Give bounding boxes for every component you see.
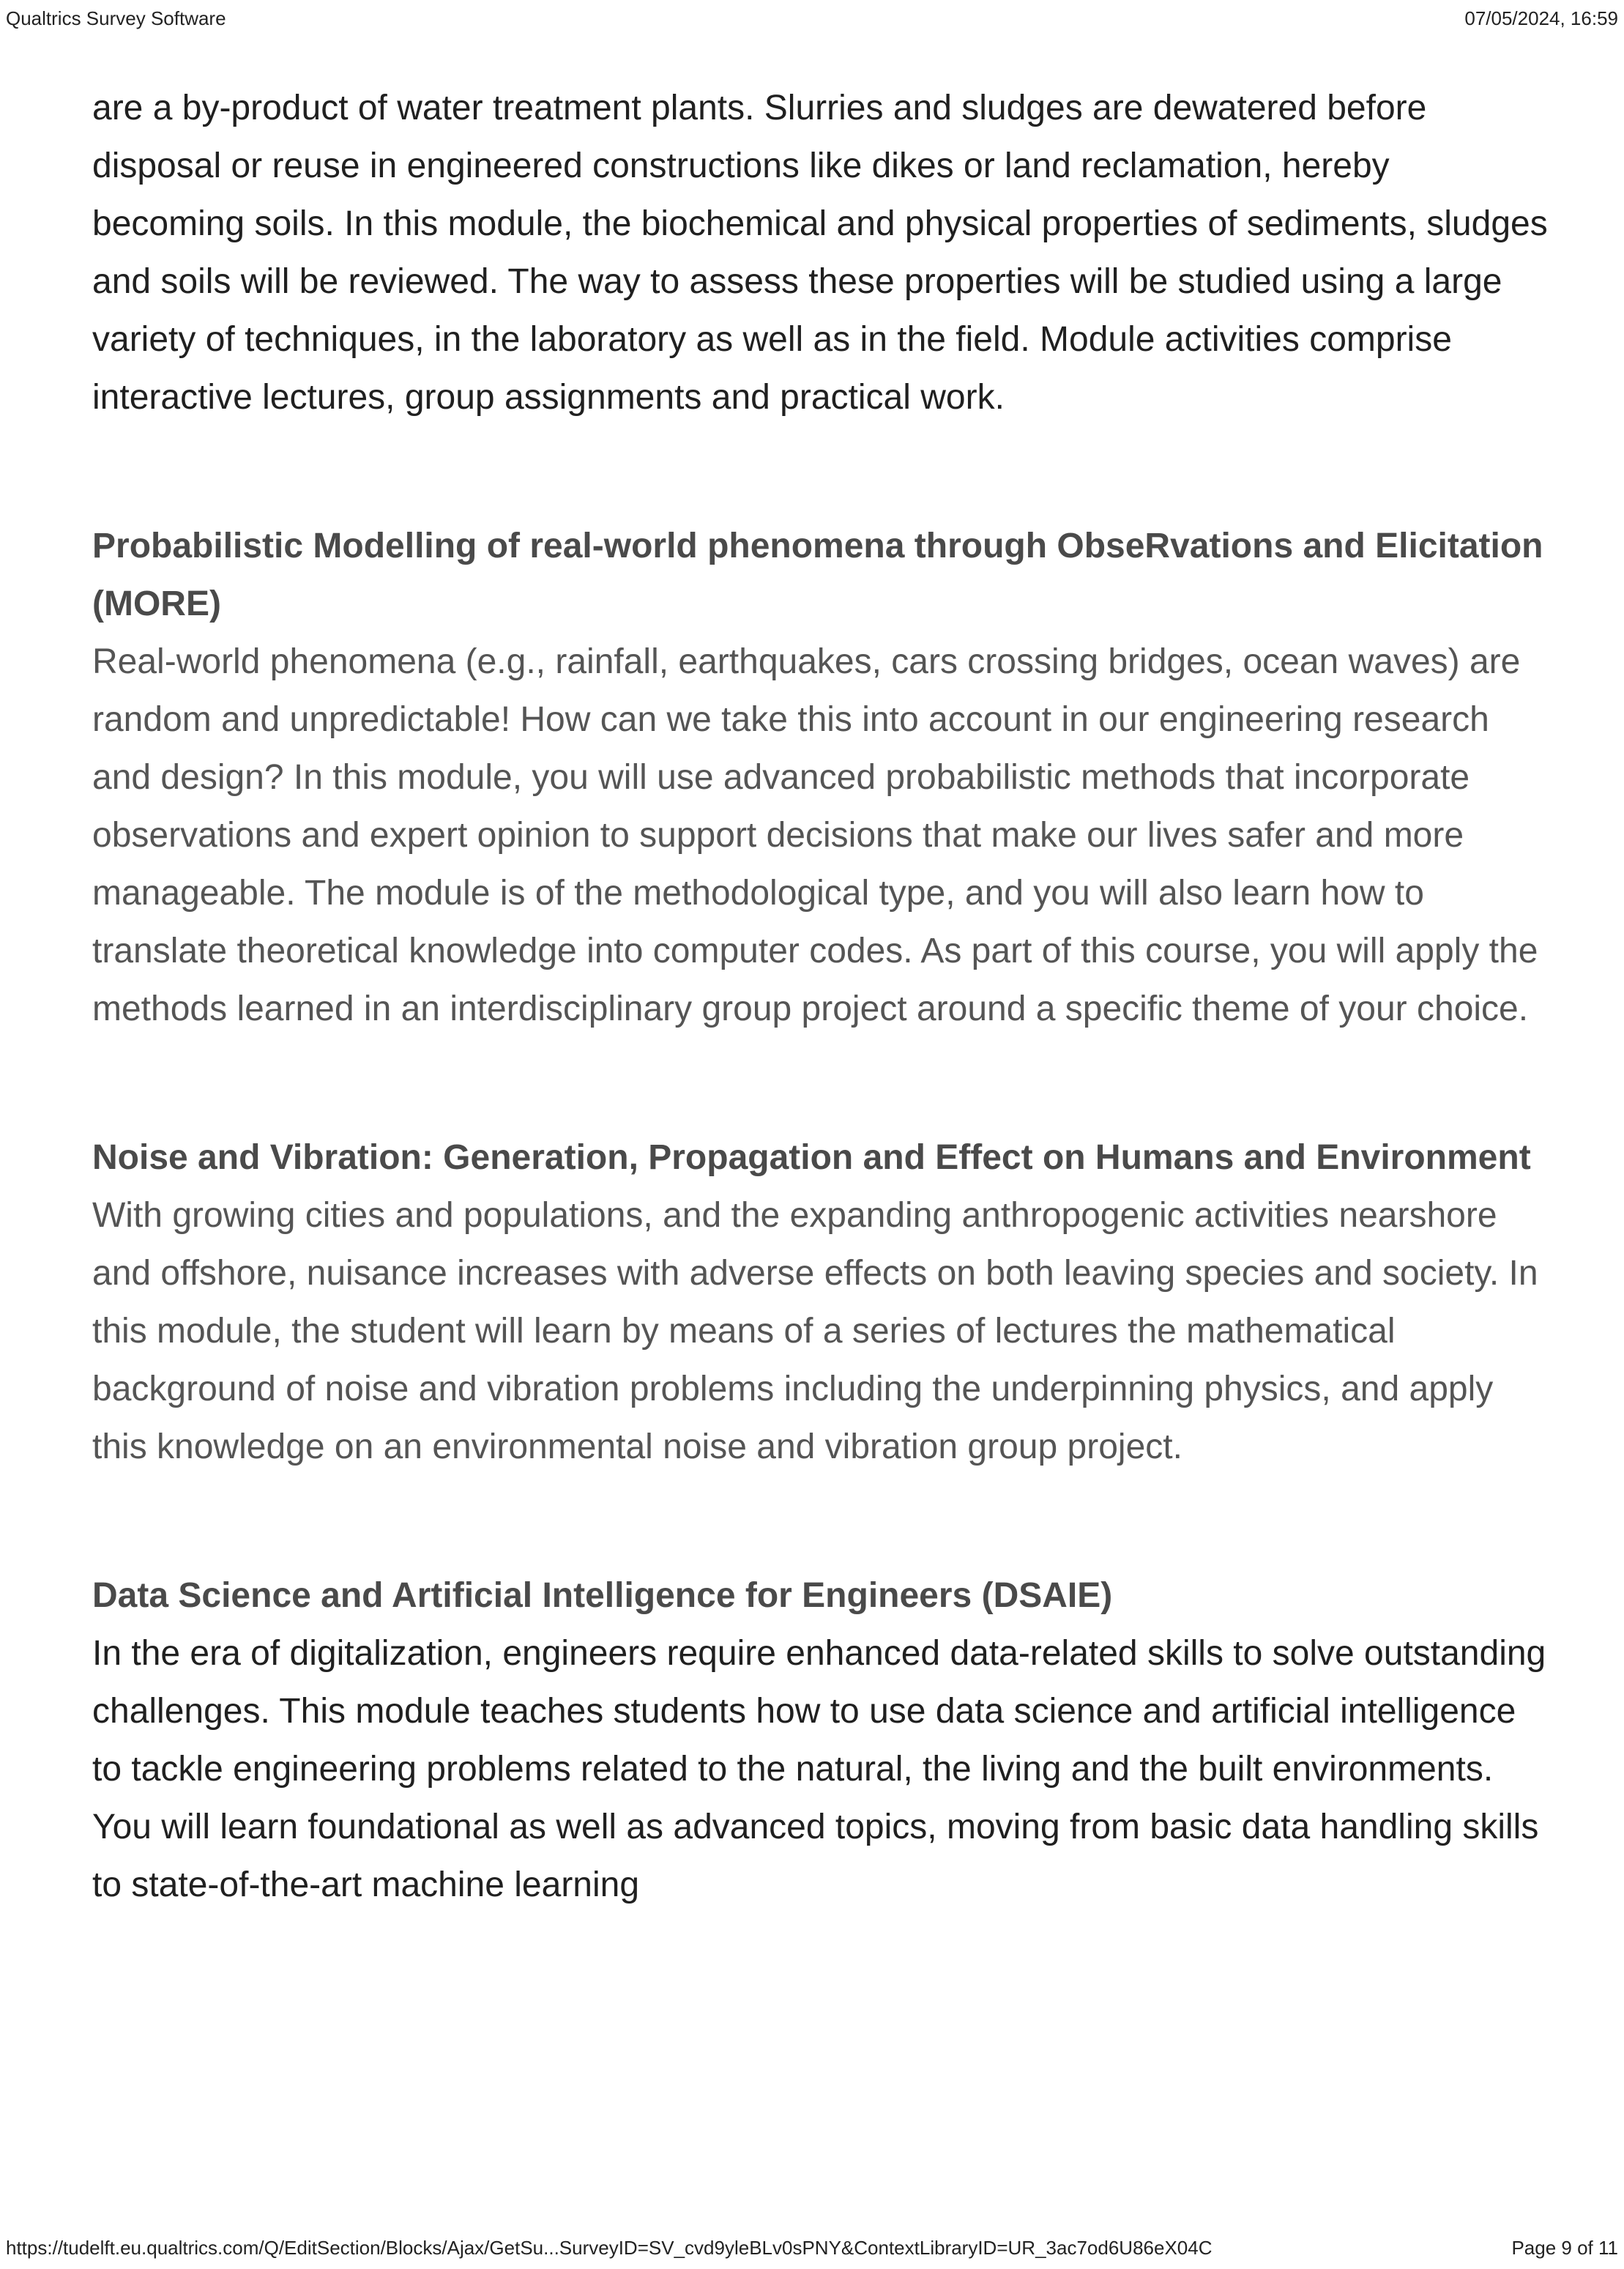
print-footer bbox=[6, 2235, 1618, 2262]
module-description: With growing cities and populations, and the expanding anthropogenic activities nearshore and offshore, nuisance increases with adverse effects on both leaving species and society. In this module, the student will learn by means of a series of lectures the mathematical background of noise and vibration problems including the underpinning physics, and apply this knowledge on an environmental noise and vibration group project. bbox=[92, 1196, 1538, 1466]
print-header-title: Qualtrics Survey Software bbox=[6, 7, 226, 29]
module-more bbox=[92, 517, 1549, 1038]
print-footer-page-number: Page 9 of 11 bbox=[1511, 2237, 1618, 2259]
section-spacer bbox=[92, 1476, 1549, 1567]
module-title: Data Science and Artificial Intelligence for Engineers (DSAIE) bbox=[92, 1576, 1113, 1615]
intro-paragraph: are a by-product of water treatment plants. Slurries and sludges are dewatered before disposal or reuse in engineered constructions like dikes or land reclamation, hereby becoming soils. In this module, the biochemical and physical properties of sediments, sludges and soils will be reviewed. The way to assess these properties will be studied using a large variety of techniques, in the laboratory as well as in the field. Module activities comprise interactive lectures, group assignments and practical work. bbox=[92, 89, 1548, 417]
print-header-datetime: 07/05/2024, 16:59 bbox=[1464, 7, 1618, 29]
page-content bbox=[92, 79, 1549, 1914]
module-description: In the era of digitalization, engineers require enhanced data-related skills to solve outstanding challenges. This module teaches students how to use data science and artificial intelligence to tackle engineering problems related to the natural, the living and the built environments. You will learn foundational as well as advanced topics, moving from basic data handling skills to state-of-the-art machine learning bbox=[92, 1634, 1546, 1904]
module-title: Noise and Vibration: Generation, Propagation and Effect on Humans and Environment bbox=[92, 1138, 1531, 1177]
module-noise-vibration bbox=[92, 1129, 1549, 1476]
module-description: Real-world phenomena (e.g., rainfall, earthquakes, cars crossing bridges, ocean waves) are random and unpredictable! How can we take this into account in our engineering research and design? In this module, you will use advanced probabilistic methods that incorporate observations and expert opinion to support decisions that make our lives safer and more manageable. The module is of the methodological type, and you will also learn how to translate theoretical knowledge into computer codes. As part of this course, you will apply the methods learned in an interdisciplinary group project around a specific theme of your choice. bbox=[92, 642, 1538, 1028]
print-header bbox=[6, 4, 1618, 31]
print-footer-url: https://tudelft.eu.qualtrics.com/Q/EditSection/Blocks/Ajax/GetSu...SurveyID=SV_cvd9yleBLv0sPNY&ContextLibraryID=UR_3ac7od6U86eX04C bbox=[6, 2237, 1213, 2259]
section-spacer bbox=[92, 1038, 1549, 1129]
module-title: Probabilistic Modelling of real-world phenomena through ObseRvations and Elicitation (MORE) bbox=[92, 527, 1543, 623]
section-spacer bbox=[92, 426, 1549, 517]
module-dsaie bbox=[92, 1567, 1549, 1914]
